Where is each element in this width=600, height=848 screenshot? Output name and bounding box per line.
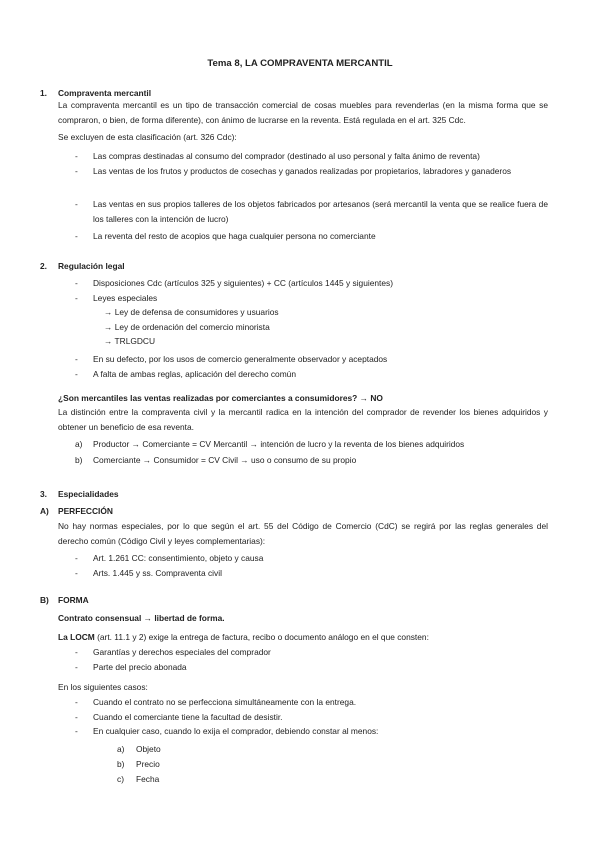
bullet-dash: - [75, 293, 78, 303]
list-item: La reventa del resto de acopios que haga cualquier persona no comerciante [93, 231, 376, 241]
bullet-dash: - [75, 662, 78, 672]
list-item: Parte del precio abonada [93, 662, 187, 672]
bullet-dash: - [75, 199, 78, 209]
bullet-dash: - [75, 231, 78, 241]
list-item: A falta de ambas reglas, aplicación del derecho común [93, 369, 296, 379]
perfeccion-paragraph: No hay normas especiales, por lo que según el art. 55 del Código de Comercio (CdC) se regirá por las reglas generales del derecho común (Código Civil y leyes complementarias): [58, 521, 548, 546]
exclusions-intro: Se excluyen de esta clasificación (art. 326 Cdc): [58, 132, 237, 142]
law-item: → TRLGDCU [104, 336, 156, 346]
list-item: Las ventas en sus propios talleres de los objetos fabricados por artesanos (será mercantil la venta que se realice fuera de los talleres con la intención de lucro) [93, 199, 548, 224]
list-item: Cuando el comerciante tiene la facultad de desistir. [93, 712, 283, 722]
document-title: Tema 8, LA COMPRAVENTA MERCANTIL [207, 58, 393, 69]
min-item-label: c) [117, 774, 124, 784]
list-item: Las compras destinadas al consumo del comprador (destinado al uso personal y falta ánimo de reventa) [93, 151, 480, 161]
section-1-paragraph: La compraventa mercantil es un tipo de transacción comercial de cosas muebles para revenderlas (en la misma forma que se compraron, o bien, de forma diferente), con ánimo de lucrarse en la reventa. Está regulada en el art. 325 Cdc. [58, 100, 548, 125]
list-item: Garantías y derechos especiales del comprador [93, 647, 271, 657]
question-heading: ¿Son mercantiles las ventas realizadas por comerciantes a consumidores? → NO [58, 393, 383, 403]
min-item-text: Objeto [136, 744, 161, 754]
bullet-dash: - [75, 354, 78, 364]
list-item: En su defecto, por los usos de comercio generalmente observador y aceptados [93, 354, 388, 364]
list-item: Leyes especiales [93, 293, 158, 303]
subsection-a-heading: PERFECCIÓN [58, 506, 113, 516]
bullet-dash: - [75, 712, 78, 722]
min-item-label: b) [117, 759, 125, 769]
list-item: En cualquier caso, cuando lo exija el comprador, debiendo constar al menos: [93, 726, 379, 736]
locm-text: (art. 11.1 y 2) exige la entrega de factura, recibo o documento análogo en el que consten: [94, 632, 429, 642]
list-item: Disposiciones Cdc (artículos 325 y siguientes) + CC (artículos 1445 y siguientes) [93, 278, 394, 288]
section-3-heading: Especialidades [58, 489, 119, 499]
case-label: b) [75, 455, 83, 465]
distinction-paragraph: La distinción entre la compraventa civil y la mercantil radica en la intención del comprador de revender los bienes adquiridos y obtener un beneficio de esa reventa. [58, 407, 548, 432]
consensual-contract-line: Contrato consensual → libertad de forma. [58, 613, 225, 623]
bullet-dash: - [75, 166, 78, 176]
list-item: Las ventas de los frutos y productos de cosechas y ganados realizadas por propietarios, labradores y ganaderos [93, 166, 512, 176]
bullet-dash: - [75, 568, 78, 578]
bullet-dash: - [75, 278, 78, 288]
section-3-number: 3. [40, 489, 47, 499]
bullet-dash: - [75, 647, 78, 657]
cases-intro: En los siguientes casos: [58, 682, 148, 692]
min-item-label: a) [117, 744, 125, 754]
bullet-dash: - [75, 697, 78, 707]
list-item: Art. 1.261 CC: consentimiento, objeto y causa [93, 553, 264, 563]
section-1-number: 1. [40, 88, 47, 98]
locm-label: La LOCM [58, 632, 95, 642]
section-2-number: 2. [40, 261, 47, 271]
subsection-a-label: A) [40, 506, 49, 516]
law-item: → Ley de defensa de consumidores y usuarios [104, 307, 279, 317]
list-item: Cuando el contrato no se perfecciona simultáneamente con la entrega. [93, 697, 357, 707]
bullet-dash: - [75, 553, 78, 563]
min-item-text: Precio [136, 759, 160, 769]
case-text: Comerciante → Consumidor = CV Civil → uso o consumo de su propio [93, 455, 357, 465]
bullet-dash: - [75, 726, 78, 736]
bullet-dash: - [75, 369, 78, 379]
section-2-heading: Regulación legal [58, 261, 125, 271]
min-item-text: Fecha [136, 774, 160, 784]
case-label: a) [75, 439, 83, 449]
case-text: Productor → Comerciante = CV Mercantil → intención de lucro y la reventa de los bienes adquiridos [93, 439, 465, 449]
locm-paragraph [58, 630, 548, 645]
subsection-b-label: B) [40, 595, 49, 605]
law-item: → Ley de ordenación del comercio minorista [104, 322, 270, 332]
bullet-dash: - [75, 151, 78, 161]
subsection-b-heading: FORMA [58, 595, 89, 605]
section-1-heading: Compraventa mercantil [58, 88, 152, 98]
list-item: Arts. 1.445 y ss. Compraventa civil [93, 568, 222, 578]
